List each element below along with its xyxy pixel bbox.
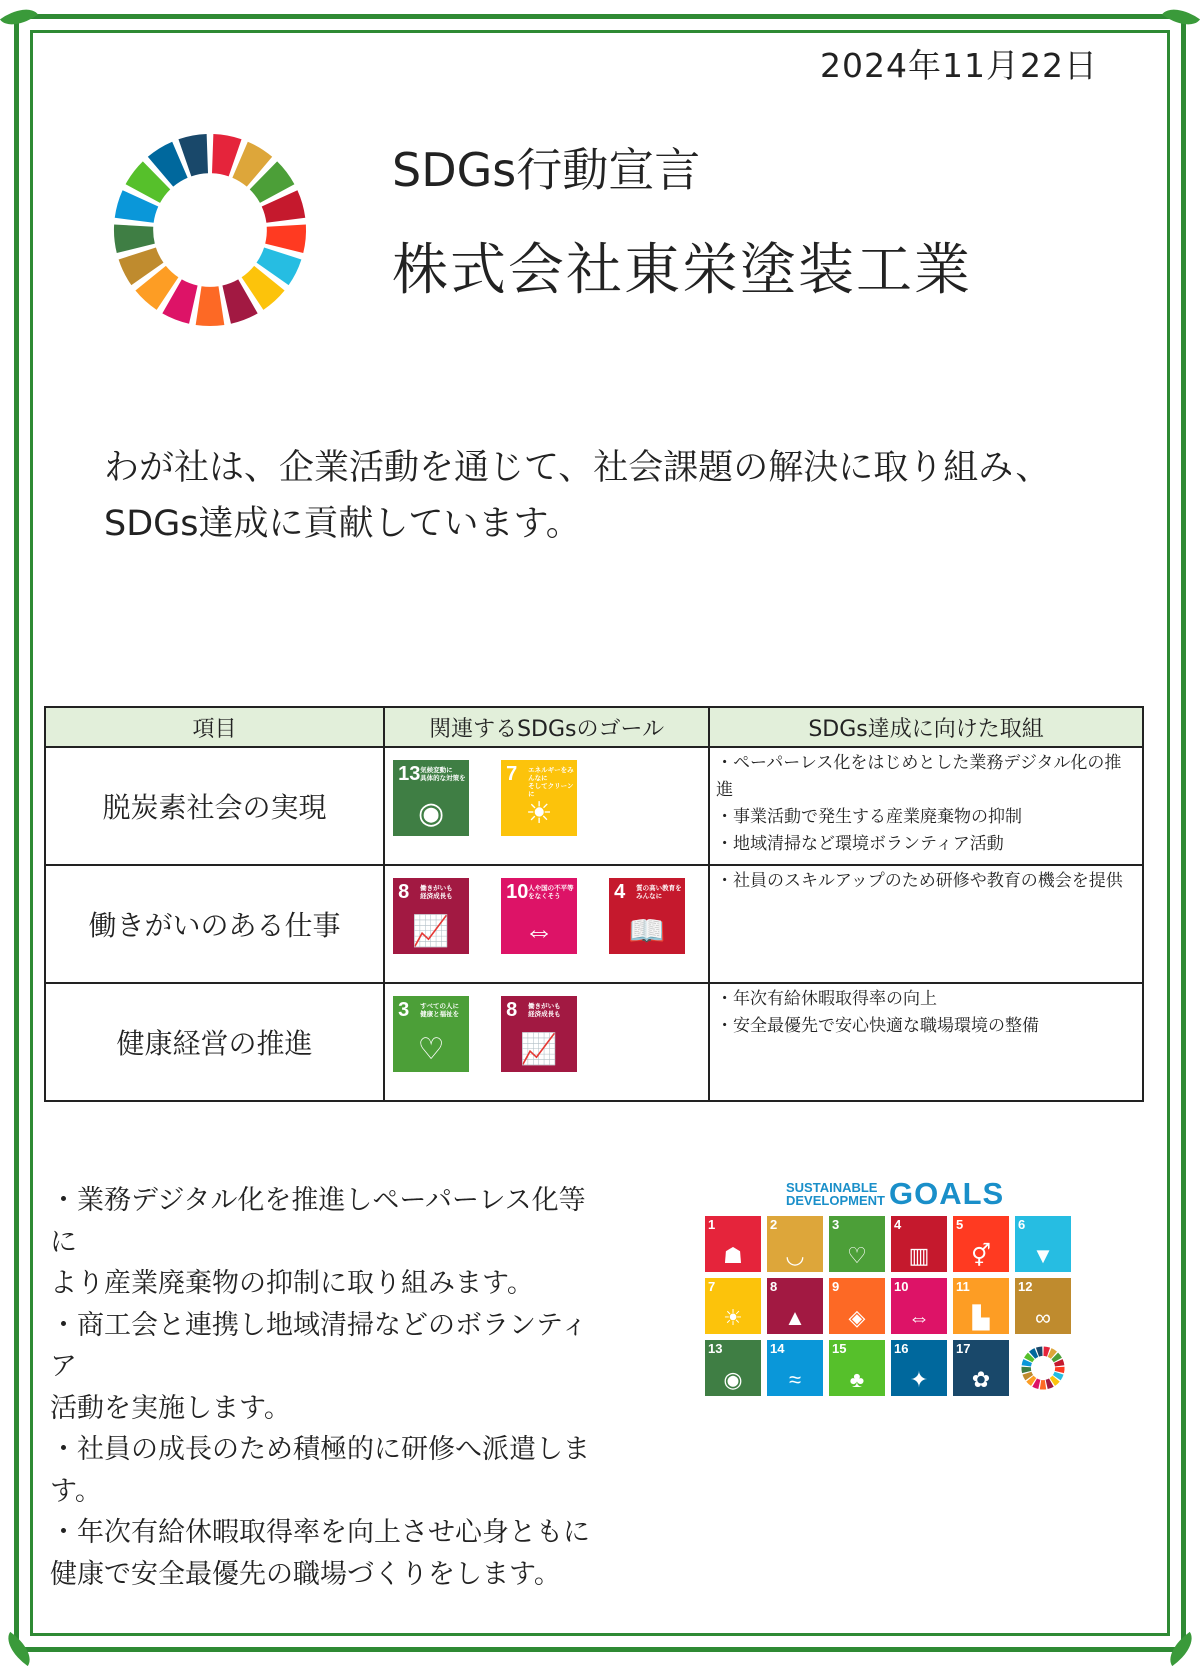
commitment-line: 活動を実施します。	[50, 1392, 291, 1424]
column-header-item: 項目	[45, 707, 384, 747]
goal-number: 17	[956, 1341, 971, 1356]
goal-caption: エネルギーをみんなに そしてクリーンに	[528, 767, 574, 798]
eye-globe-icon: ◉	[723, 1367, 743, 1392]
water-icon: ▼	[1032, 1243, 1054, 1268]
city-icon: ▙	[972, 1305, 990, 1330]
table-header-row	[45, 707, 1143, 747]
declaration-title: SDGs行動宣言	[392, 143, 701, 197]
sdg-grid-goal-1	[705, 1216, 761, 1272]
sdg-grid-goal-7	[705, 1278, 761, 1334]
commitment-line: す。	[50, 1475, 102, 1507]
row-goal-icons	[384, 983, 709, 1101]
logo-word-sustainable: SUSTAINABLE	[786, 1180, 878, 1195]
sdg-grid-goal-6	[1015, 1216, 1071, 1272]
goal-number: 13	[398, 763, 421, 785]
goal-number: 1	[708, 1217, 716, 1232]
wheel-segment	[114, 224, 155, 253]
goal-number: 6	[1018, 1217, 1026, 1232]
table-row	[45, 865, 1143, 983]
flower-rings-icon: ✿	[971, 1367, 991, 1392]
sdg-goal-13-tile	[393, 760, 469, 836]
action-item: ・安全最優先で安心快適な職場環境の整備	[716, 1016, 1040, 1036]
sdg-grid-goal-5	[953, 1216, 1009, 1272]
declaration-date: 2024年11月22日	[820, 46, 1098, 85]
lead-line-2: SDGs達成に貢献しています。	[104, 504, 581, 544]
commitment-line: より産業廃棄物の抑制に取り組みます。	[50, 1268, 534, 1299]
row-goal-icons	[384, 747, 709, 865]
goal-number: 16	[894, 1341, 909, 1356]
commitment-line: ・業務デジタル化を推進しペーパーレス化等に	[50, 1185, 586, 1258]
goal-number: 8	[770, 1279, 778, 1294]
sun-icon: ☀	[525, 797, 553, 830]
goal-number: 4	[894, 1217, 902, 1232]
sdg-goal-8-tile	[501, 996, 577, 1072]
sdg-goal-7-tile	[501, 760, 577, 836]
sdg-wheel-logo	[112, 132, 308, 328]
row-item-label: 働きがいのある仕事	[45, 865, 384, 983]
column-header-actions: SDGs達成に向けた取組	[709, 707, 1143, 747]
action-item: ・地域清掃など環境ボランティア活動	[716, 834, 1004, 854]
row-actions	[709, 747, 1143, 865]
table-row	[45, 983, 1143, 1101]
goal-number: 7	[708, 1279, 716, 1294]
sdg-goal-10-tile	[501, 878, 577, 954]
cubes-icon: ◈	[848, 1305, 866, 1330]
wheel-segment	[265, 224, 306, 253]
family-icon: ☗	[723, 1243, 743, 1268]
growth-chart-icon: 📈	[520, 1033, 558, 1066]
book-icon: 📖	[628, 915, 666, 948]
goal-number: 2	[770, 1217, 778, 1232]
goal-number: 8	[506, 999, 518, 1021]
sdg-grid-goal-16	[891, 1340, 947, 1396]
goal-number: 5	[956, 1217, 964, 1232]
row-goal-icons	[384, 865, 709, 983]
goal-number: 9	[832, 1279, 840, 1294]
tree-icon: ♣	[849, 1367, 865, 1392]
wheel-segment	[196, 286, 225, 326]
dove-icon: ✦	[909, 1367, 929, 1392]
wheel-segment	[1040, 1380, 1046, 1390]
equality-icon: ⇔	[908, 1305, 930, 1330]
lead-statement	[104, 440, 1050, 552]
commitment-line: ・商工会と連携し地域清掃などのボランティア	[50, 1309, 588, 1382]
lead-line-1: わが社は、企業活動を通じて、社会課題の解決に取り組み、	[104, 448, 1051, 488]
row-actions	[709, 865, 1143, 983]
goal-caption: 働きがいも 経済成長も	[420, 885, 453, 900]
goal-number: 11	[956, 1279, 970, 1294]
eye-globe-icon: ◉	[418, 797, 445, 830]
company-name: 株式会社東栄塗装工業	[392, 238, 972, 303]
sdg-goal-3-tile	[393, 996, 469, 1072]
heartbeat-icon: ♡	[417, 1033, 445, 1066]
goal-caption: 気候変動に 具体的な対策を	[420, 767, 466, 782]
book-icon: ▥	[908, 1243, 930, 1268]
action-item: ・事業活動で発生する産業廃棄物の抑制	[716, 807, 1023, 827]
logo-word-development: DEVELOPMENT	[786, 1193, 885, 1208]
goal-number: 3	[398, 999, 410, 1021]
action-item: ・ペーパーレス化をはじめとした業務デジタル化の推進	[716, 753, 1122, 800]
gender-icon: ⚥	[971, 1243, 991, 1268]
sdg-grid-goal-9	[829, 1278, 885, 1334]
sdg-grid-goal-17	[953, 1340, 1009, 1396]
goal-number: 12	[1018, 1279, 1033, 1294]
goal-caption: 働きがいも 経済成長も	[528, 1003, 561, 1018]
row-actions	[709, 983, 1143, 1101]
sdg-grid-goal-14	[767, 1340, 823, 1396]
growth-chart-icon: ▲	[784, 1305, 806, 1330]
sdg-goal-4-tile	[609, 878, 685, 954]
goal-number: 4	[614, 881, 626, 903]
sdg-grid-goal-15	[829, 1340, 885, 1396]
sun-icon: ☀	[723, 1305, 743, 1330]
sdg-goals-logo	[786, 1176, 1004, 1212]
bowl-icon: ◡	[785, 1243, 805, 1268]
row-item-label: 健康経営の推進	[45, 983, 384, 1101]
commitment-line: ・社員の成長のため積極的に研修へ派遣しま	[50, 1434, 590, 1465]
equality-icon: ⇔	[524, 915, 555, 948]
goal-number: 3	[832, 1217, 840, 1232]
goal-number: 14	[770, 1341, 785, 1356]
sdg-grid-goal-2	[767, 1216, 823, 1272]
goal-caption: 質の高い教育を みんなに	[636, 885, 682, 900]
sdg-grid-goal-8	[767, 1278, 823, 1334]
logo-word-goals: GOALS	[888, 1176, 1005, 1211]
goal-number: 10	[894, 1279, 909, 1294]
goal-number: 15	[832, 1341, 847, 1356]
goal-number: 10	[506, 881, 529, 903]
heartbeat-icon: ♡	[847, 1243, 867, 1268]
goal-caption: すべての人に 健康と福祉を	[420, 1003, 460, 1018]
sdg-grid-goal-13	[705, 1340, 761, 1396]
goal-number: 8	[398, 881, 410, 903]
sdg-grid-goal-3	[829, 1216, 885, 1272]
goal-caption: 人や国の不平等 をなくそう	[528, 885, 574, 900]
sdg-wheel-mini-icon	[1015, 1340, 1071, 1396]
sdg-goal-8-tile	[393, 878, 469, 954]
growth-chart-icon: 📈	[412, 915, 450, 948]
sdg-icon-grid	[705, 1216, 1073, 1396]
commitment-line: 健康で安全最優先の職場づくりをします。	[50, 1558, 561, 1590]
table-row	[45, 747, 1143, 865]
sdg-goals-table	[44, 706, 1144, 1102]
goal-number: 13	[708, 1341, 723, 1356]
goal-number: 7	[506, 763, 518, 785]
sdg-grid-goal-10	[891, 1278, 947, 1334]
row-item-label: 脱炭素社会の実現	[45, 747, 384, 865]
sdg-grid-goal-12	[1015, 1278, 1071, 1334]
infinity-icon: ∞	[1035, 1305, 1051, 1330]
fish-icon: ≈	[788, 1367, 802, 1392]
sdg-grid-goal-11	[953, 1278, 1009, 1334]
wheel-segment	[1055, 1367, 1065, 1373]
wheel-segment	[1021, 1367, 1031, 1373]
commitment-list	[50, 1180, 610, 1595]
action-item: ・年次有給休暇取得率の向上	[716, 989, 938, 1009]
commitment-line: ・年次有給休暇取得率を向上させ心身ともに	[50, 1517, 590, 1548]
column-header-goals: 関連するSDGsのゴール	[384, 707, 709, 747]
sdg-grid-goal-4	[891, 1216, 947, 1272]
action-item: ・社員のスキルアップのため研修や教育の機会を提供	[716, 871, 1123, 891]
